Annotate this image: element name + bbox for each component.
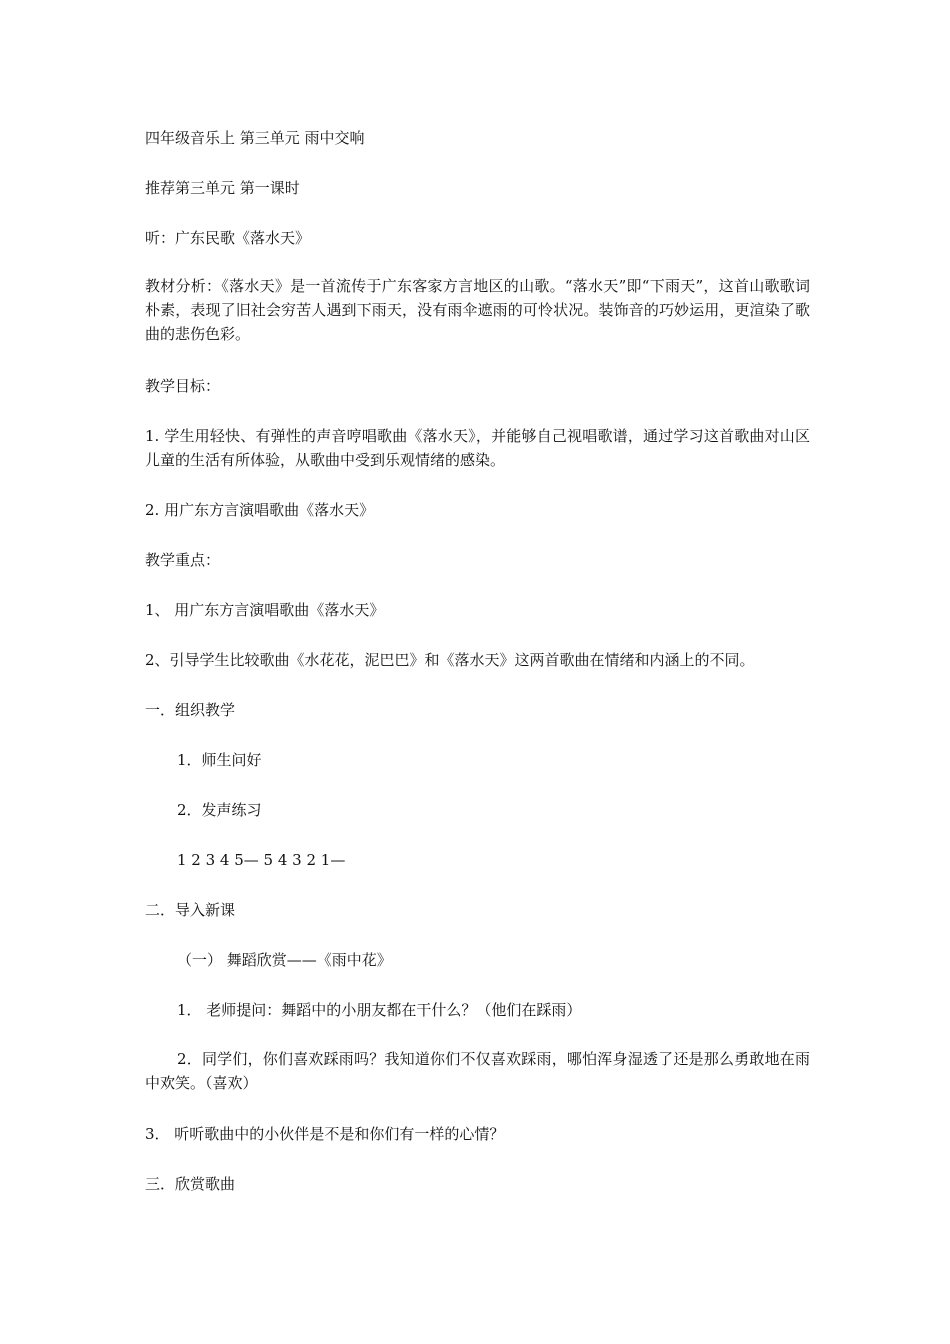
- section-1-item-1: 1．师生问好: [177, 751, 262, 769]
- goal-item-2: 2. 用广东方言演唱歌曲《落水天》: [145, 501, 375, 519]
- goal-item-1: 1. 学生用轻快、有弹性的声音哼唱歌曲《落水天》，并能够自己视唱歌谱，通过学习这首歌曲对山区儿童的生活有所体验，从歌曲中受到乐观情绪的感染。: [145, 427, 810, 469]
- section-1-item-2: 2．发声练习: [177, 801, 262, 819]
- section-1-heading: 一．组织教学: [145, 701, 236, 719]
- section-2-subheading: （一） 舞蹈欣赏——《雨中花》: [177, 951, 392, 969]
- section-2-item-1: 1． 老师提问：舞蹈中的小朋友都在干什么？（他们在踩雨）: [177, 1001, 582, 1019]
- focus-item-1: 1、 用广东方言演唱歌曲《落水天》: [145, 601, 385, 619]
- section-2-item-2: 2．同学们，你们喜欢踩雨吗？我知道你们不仅喜欢踩雨，哪怕浑身湿透了还是那么勇敢地在雨中欢笑。（喜欢）: [145, 1050, 810, 1092]
- document-title: 四年级音乐上 第三单元 雨中交响: [145, 129, 365, 147]
- focus-heading: 教学重点：: [145, 551, 221, 569]
- focus-item-2: 2、引导学生比较歌曲《水花花，泥巴巴》和《落水天》这两首歌曲在情绪和内涵上的不同。: [145, 651, 755, 669]
- section-2-item-3: 3． 听听歌曲中的小伙伴是不是和你们有一样的心情？: [145, 1125, 505, 1143]
- listen-line: 听：广东民歌《落水天》: [145, 229, 311, 247]
- section-2-heading: 二．导入新课: [145, 901, 236, 919]
- vocal-exercise-notes: 1 2 3 4 5— 5 4 3 2 1—: [177, 851, 346, 869]
- goals-heading: 教学目标：: [145, 377, 221, 395]
- section-3-heading: 三．欣赏歌曲: [145, 1175, 236, 1193]
- lesson-recommend: 推荐第三单元 第一课时: [145, 179, 300, 197]
- material-analysis: 教材分析：《落水天》是一首流传于广东客家方言地区的山歌。“落水天”即“下雨天”，这首山歌歌词朴素，表现了旧社会穷苦人遇到下雨天，没有雨伞遮雨的可怜状况。装饰音的巧妙运用，更渲染了歌曲的悲伤色彩。: [145, 277, 810, 343]
